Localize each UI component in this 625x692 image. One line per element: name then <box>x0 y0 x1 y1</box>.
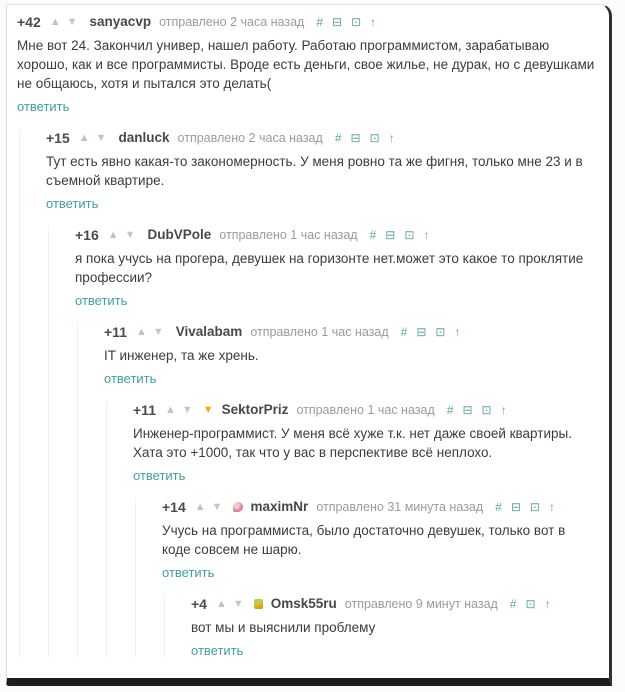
comment-vivalabam <box>104 323 603 658</box>
award-badge-icon <box>254 599 263 609</box>
comment-actions <box>316 13 376 31</box>
comment-text: Учусь на программиста, было достаточно девушек, только вот в коде совсем не шарю. <box>162 523 566 557</box>
reply-link[interactable]: ответить <box>191 643 244 658</box>
share-icon[interactable]: ↑ <box>500 403 507 417</box>
downvote-button[interactable]: ▼ <box>152 326 164 338</box>
award-badge-icon: ▼ <box>202 404 214 416</box>
downvote-button[interactable]: ▼ <box>66 16 78 28</box>
comment-replies <box>77 323 603 658</box>
comment-actions <box>495 498 555 516</box>
comment-header <box>191 595 603 613</box>
downvote-button[interactable]: ▼ <box>232 598 244 610</box>
reply-link[interactable]: ответить <box>75 293 128 308</box>
comment-rating: +15 <box>46 130 70 146</box>
upvote-button[interactable]: ▲ <box>164 404 176 416</box>
comment-permalink-icon[interactable]: # <box>400 325 408 339</box>
upvote-button[interactable]: ▲ <box>215 598 227 610</box>
comment-actions <box>401 323 461 341</box>
username-link[interactable]: sanyacvp <box>89 14 152 29</box>
comment-header <box>17 13 603 31</box>
upvote-button[interactable]: ▲ <box>135 326 147 338</box>
upvote-button[interactable]: ▲ <box>49 16 61 28</box>
share-icon[interactable]: ↑ <box>370 15 377 29</box>
comment-header <box>104 323 603 341</box>
collapse-branch-icon[interactable]: ⊟ <box>350 131 361 145</box>
username-link[interactable]: maximNr <box>250 499 309 514</box>
comment-omsk55ru <box>191 595 603 658</box>
reply-link[interactable]: ответить <box>162 565 215 580</box>
reply-link[interactable]: ответить <box>46 196 99 211</box>
reply-link[interactable]: ответить <box>133 468 186 483</box>
upvote-button[interactable]: ▲ <box>107 229 119 241</box>
save-comment-icon[interactable]: ⊡ <box>481 403 492 417</box>
collapse-branch-icon[interactable]: ⊟ <box>332 15 343 29</box>
comment-sektorpriz <box>133 401 603 658</box>
collapse-branch-icon[interactable]: ⊟ <box>416 325 427 339</box>
comment-replies <box>135 498 603 658</box>
comment-header <box>133 401 603 419</box>
upvote-button[interactable]: ▲ <box>194 501 206 513</box>
comment-permalink-icon[interactable]: # <box>369 228 377 242</box>
save-comment-icon[interactable]: ⊡ <box>351 15 362 29</box>
comments-thread-panel <box>6 4 612 686</box>
comment-timestamp: отправлено 2 часа назад <box>159 15 305 29</box>
comment-actions <box>335 129 395 147</box>
comment-text: вот мы и выяснили проблему <box>191 620 376 635</box>
downvote-button[interactable]: ▼ <box>181 404 193 416</box>
comment-replies <box>48 226 603 658</box>
save-comment-icon[interactable]: ⊡ <box>529 500 540 514</box>
comment-text: Инженер-программист. У меня всё хуже т.к. нет даже своей квартиры. Хата это +1000, так что у вас в перспективе всё неплохо. <box>133 426 572 460</box>
save-comment-icon[interactable]: ⊡ <box>404 228 415 242</box>
comment-timestamp: отправлено 1 час назад <box>219 228 358 242</box>
comment-rating: +14 <box>162 499 186 515</box>
comment-text: я пока учусь на прогера, девушек на горизонте нет.может это какое то проклятие профессии? <box>75 251 584 285</box>
comment-text: Тут есть явно какая-то закономерность. У меня ровно та же фигня, только мне 23 и в съемной квартире. <box>46 154 583 188</box>
comment-replies <box>106 401 603 658</box>
comment-sanyacvp <box>17 13 603 658</box>
downvote-button[interactable]: ▼ <box>211 501 223 513</box>
comment-header <box>162 498 603 516</box>
collapse-branch-icon[interactable]: ⊟ <box>510 500 521 514</box>
comment-dubvpole <box>75 226 603 658</box>
username-link[interactable]: Omsk55ru <box>270 596 337 611</box>
upvote-button[interactable]: ▲ <box>78 132 90 144</box>
award-badge-icon <box>233 502 243 512</box>
comment-text: IT инженер, та же хрень. <box>104 348 259 363</box>
save-comment-icon[interactable]: ⊡ <box>435 325 446 339</box>
comment-permalink-icon[interactable]: # <box>509 597 517 611</box>
comment-danluck <box>46 129 603 658</box>
reply-link[interactable]: ответить <box>104 371 157 386</box>
share-icon[interactable]: ↑ <box>548 500 555 514</box>
username-link[interactable]: DubVPole <box>147 227 212 242</box>
collapse-branch-icon[interactable]: ⊟ <box>385 228 396 242</box>
comment-timestamp: отправлено 1 час назад <box>250 325 389 339</box>
username-link[interactable]: danluck <box>118 130 170 145</box>
share-icon[interactable]: ↑ <box>423 228 430 242</box>
comment-permalink-icon[interactable]: # <box>446 403 454 417</box>
username-link[interactable]: SektorPriz <box>221 402 289 417</box>
comment-rating: +42 <box>17 14 41 30</box>
comment-rating: +4 <box>191 596 207 612</box>
comment-text: Мне вот 24. Закончил универ, нашел работу. Работаю программистом, зарабатываю хорошо, как и все программисты. Вроде есть деньги, свое жилье, не дурак, но с девушками не общаюсь, хотя и пытался это делать( <box>17 38 595 91</box>
comment-rating: +16 <box>75 227 99 243</box>
comment-permalink-icon[interactable]: # <box>334 131 342 145</box>
collapse-branch-icon[interactable]: ⊟ <box>462 403 473 417</box>
reply-link[interactable]: ответить <box>17 99 70 114</box>
comment-header <box>46 129 603 147</box>
comment-permalink-icon[interactable]: # <box>316 15 324 29</box>
comment-replies <box>19 129 603 658</box>
comment-actions <box>510 595 551 613</box>
share-icon[interactable]: ↑ <box>544 597 551 611</box>
username-link[interactable]: Vivalabam <box>175 324 243 339</box>
downvote-button[interactable]: ▼ <box>95 132 107 144</box>
downvote-button[interactable]: ▼ <box>124 229 136 241</box>
save-comment-icon[interactable]: ⊡ <box>525 597 536 611</box>
comment-rating: +11 <box>104 324 127 340</box>
comment-timestamp: отправлено 2 часа назад <box>177 131 323 145</box>
comment-rating: +11 <box>133 402 156 418</box>
share-icon[interactable]: ↑ <box>454 325 461 339</box>
comment-replies <box>164 595 603 658</box>
save-comment-icon[interactable]: ⊡ <box>369 131 380 145</box>
comment-timestamp: отправлено 31 минута назад <box>316 500 484 514</box>
share-icon[interactable]: ↑ <box>388 131 395 145</box>
comment-actions <box>447 401 507 419</box>
comment-permalink-icon[interactable]: # <box>495 500 502 514</box>
comment-header <box>75 226 603 244</box>
comment-timestamp: отправлено 1 час назад <box>296 403 435 417</box>
comment-maximnr <box>162 498 603 658</box>
comment-timestamp: отправлено 9 минут назад <box>344 597 498 611</box>
comment-actions <box>370 226 430 244</box>
